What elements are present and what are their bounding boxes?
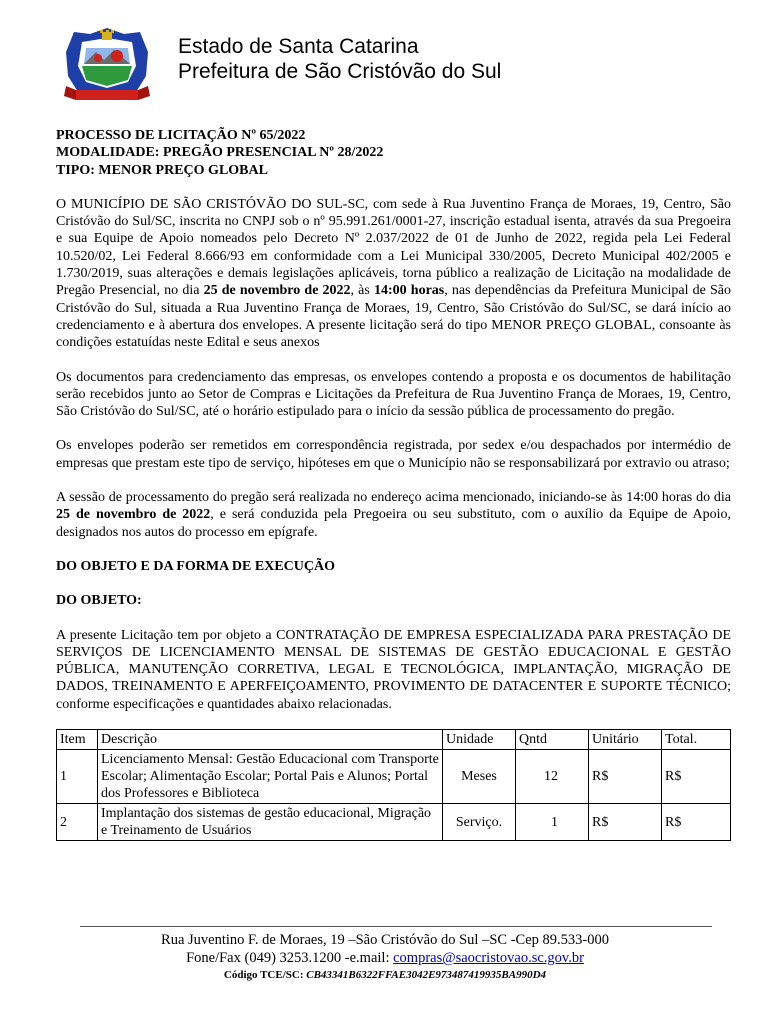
paragraph-documents: Os documentos para credenciamento das empresas, os envelopes contendo a proposta e os documentos de habilitação serão recebidos junto ao Setor de Compras e Licitações da Prefeitura de Rua Juventino França de Moraes, 19, Centro, São Cristóvão do Sul/SC, até o horário estipulado para o início da sessão pública de processamento do pregão. <box>56 369 731 420</box>
cell-total: R$ <box>662 804 731 841</box>
footer-divider <box>80 926 712 927</box>
header-unit: Unidade <box>443 730 516 750</box>
cell-quantity: 12 <box>516 750 589 804</box>
section-title-object: DO OBJETO: <box>56 593 142 609</box>
header-state: Estado de Santa Catarina <box>178 35 419 58</box>
table-row <box>57 750 731 804</box>
email-link[interactable]: compras@saocristovao.sc.gov.br <box>393 950 584 966</box>
section-title-object-execution: DO OBJETO E DA FORMA DE EXECUÇÃO <box>56 558 335 574</box>
process-heading <box>56 127 731 179</box>
cell-quantity: 1 <box>516 804 589 841</box>
cell-description: Licenciamento Mensal: Gestão Educacional com Transporte Escolar; Alimentação Escolar; Portal Pais e Alunos; Portal dos Professores e Biblioteca <box>98 750 443 804</box>
table-header-row <box>57 730 731 750</box>
cell-unit: Meses <box>443 750 516 804</box>
header-description: Descrição <box>98 730 443 750</box>
cell-total: R$ <box>662 750 731 804</box>
modality: MODALIDADE: PREGÃO PRESENCIAL Nº 28/2022 <box>56 145 384 161</box>
cell-item: 1 <box>57 750 98 804</box>
header-city-hall: Prefeitura de São Cristóvão do Sul <box>178 60 502 83</box>
header-unit-price: Unitário <box>589 730 662 750</box>
paragraph-session: A sessão de processamento do pregão será realizada no endereço acima mencionado, iniciando-se às 14:00 horas do dia 25 de novembro de 2022, e será conduzida pela Pregoeira ou seu substituto, com o auxílio da Equipe de Apoio, designados nos autos do processo em epígrafe. <box>56 490 731 540</box>
paragraph-envelopes: Os envelopes poderão ser remetidos em correspondência registrada, por sedex e/ou despachados por intermédio de empresas que prestam este tipo de serviço, hipóteses em que o Município não se responsabilizará por extravio ou atraso; <box>56 438 731 471</box>
header-item: Item <box>57 730 98 750</box>
paragraph-object: A presente Licitação tem por objeto a CONTRATAÇÃO DE EMPRESA ESPECIALIZADA PARA PRESTAÇÃO DE SERVIÇOS DE LICENCIAMENTO MENSAL DE SISTEMAS DE GESTÃO EDUCACIONAL E GESTÃO PÚBLICA, MANUTENÇÃO CORRETIVA, LEGAL E TECNOLÓGICA, IMPLANTAÇÃO, MIGRAÇÃO DE DADOS, TREINAMENTO E APERFEIÇOAMENTO, PROVIMENTO DE DATACENTER E SUPORTE TÉCNICO; conforme especificações e quantidades abaixo relacionadas. <box>56 627 731 712</box>
footer-tce-code: Código TCE/SC: CB43341B6322FFAE3042E973487419935BA990D4 <box>223 969 547 981</box>
document-body <box>56 127 731 841</box>
cell-unit-price: R$ <box>589 750 662 804</box>
process-number: PROCESSO DE LICITAÇÃO Nº 65/2022 <box>56 128 306 143</box>
items-table <box>56 729 731 841</box>
header-quantity: Qntd <box>516 730 589 750</box>
cell-unit: Serviço. <box>443 804 516 841</box>
header-total: Total. <box>662 730 731 750</box>
cell-unit-price: R$ <box>589 804 662 841</box>
cell-item: 2 <box>57 804 98 841</box>
footer-contact: Fone/Fax (049) 3253.1200 -e.mail: compras@saocristovao.sc.gov.br <box>186 950 584 966</box>
footer-address: Rua Juventino F. de Moraes, 19 –São Cristóvão do Sul –SC -Cep 89.533-000 <box>161 932 609 948</box>
type: TIPO: MENOR PREÇO GLOBAL <box>56 162 268 178</box>
table-row <box>57 804 731 841</box>
coat-of-arms-logo <box>62 26 152 106</box>
cell-description: Implantação dos sistemas de gestão educacional, Migração e Treinamento de Usuários <box>98 804 443 841</box>
paragraph-intro: O MUNICÍPIO DE SÃO CRISTÓVÃO DO SUL-SC, com sede à Rua Juventino França de Moraes, 19, Centro, São Cristóvão do Sul/SC, inscrita no CNPJ sob o nº 95.991.261/0001-27, inscrição estadual isenta, através da sua Pregoeira e sua Equipe de Apoio nomeados pelo Decreto Nº 2.037/2022 de 01 de Junho de 2022, regida pela Lei Federal 10.520/02, Lei Federal 8.666/93 em conformidade com a Lei Municipal 330/2005, Decreto Municipal 402/2005 e 1.730/2019, suas alterações e demais legislações aplicáveis, torna público a realização de Licitação na modalidade de Pregão Presencial, no dia 25 de novembro de 2022, às 14:00 horas, nas dependências da Prefeitura Municipal de São Cristóvão do Sul, situada a Rua Juventino França de Moraes, 19, Centro, São Cristóvão do Sul/SC, se dará início ao credenciamento e à abertura dos envelopes. A presente licitação será do tipo MENOR PREÇO GLOBAL, consoante às condições estatuídas neste Edital e seus anexos <box>56 196 731 351</box>
